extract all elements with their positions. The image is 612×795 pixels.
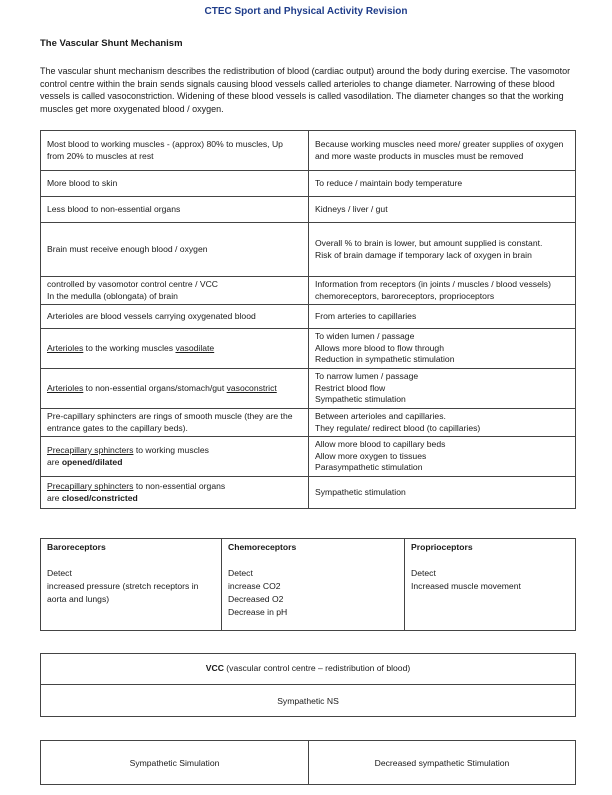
- cell-line: [47, 493, 302, 505]
- proprioceptors-title: Proprioceptors: [411, 542, 473, 552]
- cell-line: Parasympathetic stimulation: [315, 462, 423, 473]
- cell-text: to non-essential organs/stomach/gut: [83, 382, 227, 393]
- table-row: [41, 329, 576, 369]
- table-row: [41, 437, 576, 477]
- cell-line: Restrict blood flow: [315, 382, 386, 393]
- shunt-table: [40, 130, 576, 509]
- cell-line: To widen lumen / passage: [315, 331, 415, 342]
- table-cell: [309, 409, 576, 437]
- table-row: [41, 477, 576, 509]
- cell-text: are: [47, 492, 62, 503]
- vcc-title-rest: (vascular control centre – redistribution of blood): [223, 663, 411, 673]
- table-cell: Brain must receive enough blood / oxygen: [41, 223, 309, 277]
- chemoreceptors-cell: [222, 539, 404, 621]
- table-cell: More blood to skin: [41, 171, 309, 197]
- table-row: [41, 223, 576, 277]
- underlined-term: Arterioles: [47, 382, 84, 393]
- table-cell: [309, 437, 576, 477]
- vcc-title-bold: VCC: [205, 663, 224, 673]
- cell-text: to the working muscles: [83, 342, 176, 353]
- baroreceptors-cell: [41, 539, 221, 608]
- table-cell: To reduce / maintain body temperature: [309, 171, 576, 197]
- vcc-divider: [41, 684, 575, 685]
- chemoreceptors-title: Chemoreceptors: [228, 542, 297, 552]
- underlined-term: Precapillary sphincters: [47, 480, 134, 491]
- cell-line: Detect: [411, 568, 436, 578]
- cell-line: They regulate/ redirect blood (to capillaries): [315, 422, 481, 433]
- cell-line: Risk of brain damage if temporary lack of oxygen in brain: [315, 249, 532, 260]
- table-cell: [309, 369, 576, 409]
- cell-line: increase CO2: [228, 581, 281, 591]
- cell-line: In the medulla (oblongata) of brain: [47, 290, 178, 301]
- spacer: [228, 554, 398, 567]
- table-cell: From arteries to capillaries: [309, 305, 576, 329]
- cell-line: Allow more oxygen to tissues: [315, 450, 427, 461]
- page-header: CTEC Sport and Physical Activity Revision: [204, 6, 408, 17]
- table-cell: Sympathetic stimulation: [309, 477, 576, 509]
- table-row: [41, 409, 576, 437]
- cell-line: Allows more blood to flow through: [315, 342, 444, 353]
- baroreceptors-title: Baroreceptors: [47, 542, 106, 552]
- table-cell: [41, 329, 309, 369]
- underlined-term: Arterioles: [47, 342, 84, 353]
- bottom-box: [40, 740, 576, 785]
- table-cell: [41, 437, 309, 477]
- table-cell: Pre-capillary sphincters are rings of smooth muscle (they are the entrance gates to the capillary beds).: [41, 409, 309, 437]
- table-row: [41, 131, 576, 171]
- section-title: The Vascular Shunt Mechanism: [40, 38, 183, 49]
- table-cell: Less blood to non-essential organs: [41, 197, 309, 223]
- bold-term: closed/constricted: [61, 492, 138, 503]
- cell-text: to non-essential organs: [133, 480, 226, 491]
- table-row: [41, 277, 576, 305]
- cell-line: To narrow lumen / passage: [315, 371, 419, 382]
- proprioceptors-cell: [405, 539, 577, 595]
- underlined-term: vasodilate: [175, 342, 215, 353]
- table-cell: Information from receptors (in joints / muscles / blood vessels) chemoreceptors, baroreceptors, proprioceptors: [309, 277, 576, 305]
- cell-line: Decrease in pH: [228, 607, 288, 617]
- cell-line: Between arterioles and capillaries.: [315, 410, 446, 421]
- table-cell: Kidneys / liver / gut: [309, 197, 576, 223]
- table-cell: Most blood to working muscles - (approx) 80% to muscles, Up from 20% to muscles at rest: [41, 131, 309, 171]
- decreased-sympathetic-label: Decreased sympathetic Stimulation: [374, 758, 510, 768]
- cell-line: increased pressure (stretch receptors in aorta and lungs): [47, 581, 199, 604]
- vcc-subtitle: Sympathetic NS: [277, 696, 339, 706]
- spacer: [411, 554, 571, 567]
- cell-line: Reduction in sympathetic stimulation: [315, 354, 455, 365]
- bold-term: opened/dilated: [61, 456, 123, 467]
- table-cell: [309, 223, 576, 277]
- underlined-term: Precapillary sphincters: [47, 444, 134, 455]
- cell-line: Overall % to brain is lower, but amount supplied is constant.: [315, 237, 543, 248]
- cell-text: to working muscles: [133, 444, 209, 455]
- table-cell: Arterioles are blood vessels carrying oxygenated blood: [41, 305, 309, 329]
- cell-line: [47, 457, 302, 469]
- table-cell: Because working muscles need more/ greater supplies of oxygen and more waste products in muscles must be removed: [309, 131, 576, 171]
- underlined-term: vasoconstrict: [226, 382, 277, 393]
- cell-line: [47, 445, 302, 457]
- cell-line: Decreased O2: [228, 594, 284, 604]
- table-cell: [309, 329, 576, 369]
- vcc-box: [40, 653, 576, 717]
- cell-line: Detect: [228, 568, 253, 578]
- table-cell: [41, 277, 309, 305]
- cell-line: Allow more blood to capillary beds: [315, 439, 446, 450]
- vcc-title: [41, 663, 575, 673]
- table-row: [41, 197, 576, 223]
- table-row: [41, 369, 576, 409]
- sympathetic-stimulation-label: Sympathetic Simulation: [129, 758, 220, 768]
- table-cell: [41, 369, 309, 409]
- cell-line: Detect: [47, 568, 72, 578]
- receptor-table: [40, 538, 576, 631]
- cell-line: Sympathetic stimulation: [315, 394, 406, 405]
- spacer: [47, 554, 215, 567]
- cell-line: Increased muscle movement: [411, 581, 521, 591]
- cell-text: are: [47, 456, 62, 467]
- table-row: [41, 171, 576, 197]
- table-row: [41, 305, 576, 329]
- cell-line: [47, 481, 302, 493]
- table-cell: [41, 477, 309, 509]
- cell-line: controlled by vasomotor control centre / VCC: [47, 278, 218, 289]
- intro-paragraph: The vascular shunt mechanism describes the redistribution of blood (cardiac output) around the body during exercise. The vasomotor control centre within the brain sends signals causing blood vessels called arterioles to change diameter. Narrowing of these blood vessels is called vasoconstriction. Widening of these blood vessels is called vasodilation. The diameter changes so that the working muscles get more oxygenated blood / oxygen.: [40, 66, 571, 114]
